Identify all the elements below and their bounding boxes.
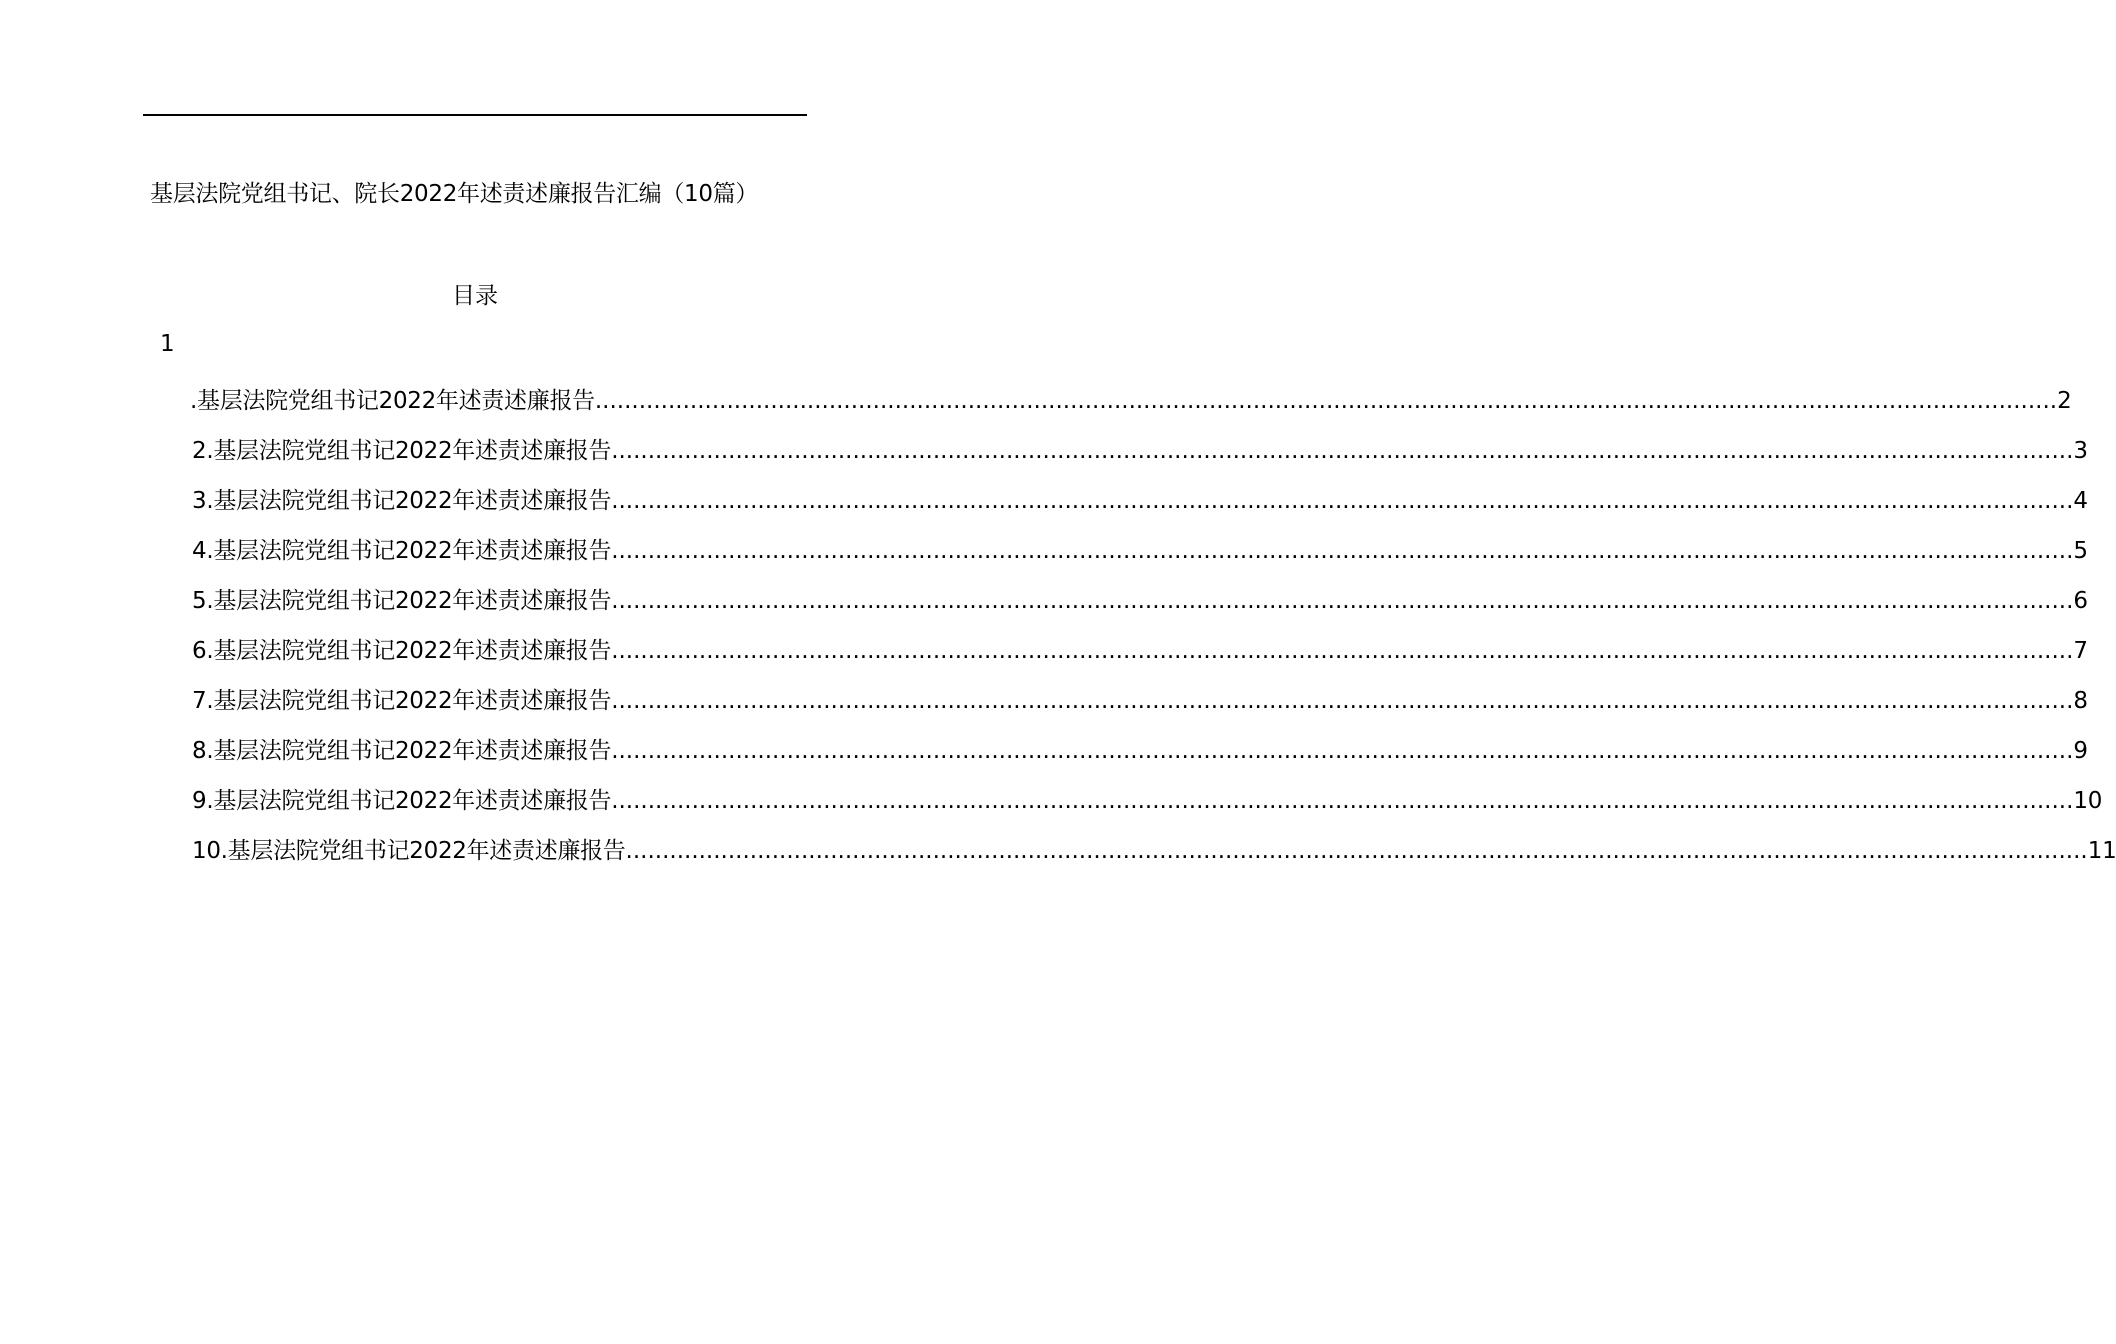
toc-entry-page: 5 bbox=[2073, 538, 2088, 564]
toc-entry-label: 8.基层法院党组书记2022年述责述廉报告 bbox=[192, 738, 612, 764]
toc-entry-page: 4 bbox=[2073, 488, 2088, 514]
toc-dot-leader: ........................................................................................................................................................................................................ bbox=[611, 588, 2074, 614]
toc-entry[interactable] bbox=[0, 826, 2116, 876]
toc-entry-page: 7 bbox=[2073, 638, 2088, 664]
toc-entry[interactable] bbox=[0, 776, 2103, 826]
toc-dot-leader: ........................................................................................................................................................................................................ bbox=[594, 388, 2058, 414]
toc-entry[interactable] bbox=[0, 726, 2088, 776]
toc-dot-leader: ........................................................................................................................................................................................................ bbox=[611, 538, 2074, 564]
toc-entry[interactable] bbox=[0, 526, 2088, 576]
toc-dot-leader: ........................................................................................................................................................................................................ bbox=[611, 688, 2074, 714]
toc-entry-label: 4.基层法院党组书记2022年述责述廉报告 bbox=[192, 538, 612, 564]
toc-entry-page: 9 bbox=[2073, 738, 2088, 764]
toc-dot-leader: ........................................................................................................................................................................................................ bbox=[611, 438, 2074, 464]
toc-entry[interactable] bbox=[0, 626, 2088, 676]
toc-entry-label: 6.基层法院党组书记2022年述责述廉报告 bbox=[192, 638, 612, 664]
toc-entry[interactable] bbox=[0, 376, 2072, 426]
toc-heading: 目录 bbox=[452, 283, 498, 309]
toc-dot-leader: ........................................................................................................................................................................................................ bbox=[625, 838, 2088, 864]
toc-dot-leader: ........................................................................................................................................................................................................ bbox=[611, 738, 2074, 764]
toc-list bbox=[0, 376, 2116, 876]
toc-entry-label: 3.基层法院党组书记2022年述责述廉报告 bbox=[192, 488, 612, 514]
toc-entry-page: 6 bbox=[2073, 588, 2088, 614]
toc-entry-page: 11 bbox=[2087, 838, 2116, 864]
toc-entry-label: 2.基层法院党组书记2022年述责述廉报告 bbox=[192, 438, 612, 464]
toc-dot-leader: ........................................................................................................................................................................................................ bbox=[611, 638, 2074, 664]
toc-entry-page: 2 bbox=[2057, 388, 2072, 414]
toc-entry[interactable] bbox=[0, 676, 2088, 726]
document-title: 基层法院党组书记、院长2022年述责述廉报告汇编（10篇） bbox=[150, 181, 759, 207]
toc-entry-label: .基层法院党组书记2022年述责述廉报告 bbox=[190, 388, 595, 414]
top-rule-divider bbox=[143, 114, 807, 116]
toc-entry[interactable] bbox=[0, 576, 2088, 626]
toc-entry[interactable] bbox=[0, 426, 2088, 476]
toc-entry[interactable] bbox=[0, 476, 2088, 526]
toc-entry-page: 8 bbox=[2073, 688, 2088, 714]
toc-entry-label: 9.基层法院党组书记2022年述责述廉报告 bbox=[192, 788, 612, 814]
toc-entry-page: 3 bbox=[2073, 438, 2088, 464]
toc-entry-label: 10.基层法院党组书记2022年述责述廉报告 bbox=[192, 838, 626, 864]
toc-stray-number: 1 bbox=[160, 331, 175, 357]
toc-dot-leader: ........................................................................................................................................................................................................ bbox=[611, 788, 2074, 814]
toc-entry-label: 7.基层法院党组书记2022年述责述廉报告 bbox=[192, 688, 612, 714]
toc-entry-label: 5.基层法院党组书记2022年述责述廉报告 bbox=[192, 588, 612, 614]
toc-dot-leader: ........................................................................................................................................................................................................ bbox=[611, 488, 2074, 514]
toc-entry-page: 10 bbox=[2073, 788, 2103, 814]
